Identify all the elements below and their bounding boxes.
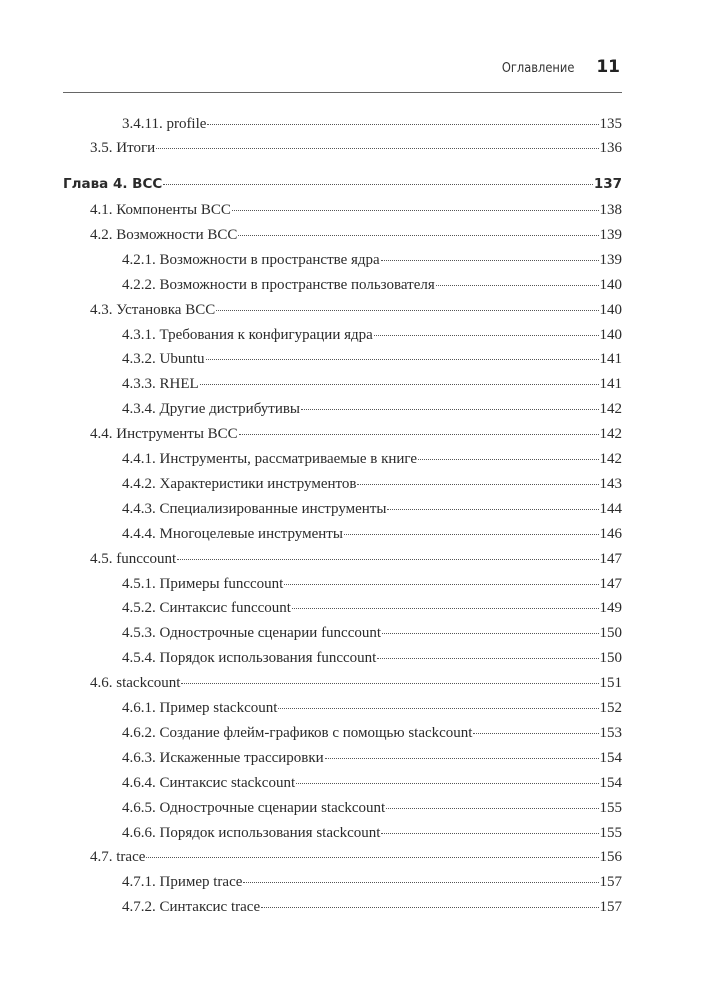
toc-entry-title: 4.3.3. RHEL xyxy=(122,376,199,393)
toc-entry-title: 4.6.4. Синтаксис stackcount xyxy=(122,774,296,791)
toc-entry-title: 4.2. Возможности BCC xyxy=(90,226,238,243)
toc-entry-title: 4.7. trace xyxy=(90,849,146,866)
toc-entry-page: 154 xyxy=(599,774,622,791)
toc-entry xyxy=(122,872,622,892)
toc-entry xyxy=(122,623,622,643)
dot-leader xyxy=(156,148,598,149)
toc-entry-page: 150 xyxy=(599,650,622,667)
toc-entry xyxy=(90,300,622,320)
dot-leader xyxy=(387,509,598,510)
dot-leader xyxy=(200,384,599,385)
toc-entry xyxy=(122,349,622,369)
toc-entry-title: 4.2.2. Возможности в пространстве пользователя xyxy=(122,276,435,293)
dot-leader xyxy=(381,260,599,261)
toc-entry xyxy=(122,897,622,917)
toc-entry xyxy=(122,499,622,519)
toc-entry-page: 155 xyxy=(599,799,622,816)
toc-entry-page: 151 xyxy=(599,675,622,692)
toc-entry-title: 4.2.1. Возможности в пространстве ядра xyxy=(122,251,380,268)
dot-leader xyxy=(284,584,598,585)
toc-entry-title: 4.5.4. Порядок использования funccount xyxy=(122,650,377,667)
toc-entry-page: 142 xyxy=(599,401,622,418)
toc-entry-page: 137 xyxy=(593,176,622,192)
dot-leader xyxy=(374,335,599,336)
dot-leader xyxy=(473,733,598,734)
toc-entry xyxy=(122,773,622,793)
toc-entry-page: 152 xyxy=(599,700,622,716)
toc-entry-title: 4.3.4. Другие дистрибутивы xyxy=(122,401,301,418)
toc-entry-title: 4.4.3. Специализированные инструменты xyxy=(122,500,387,517)
dot-leader xyxy=(301,409,598,410)
toc-chapter-entry xyxy=(63,174,622,194)
dot-leader xyxy=(382,633,598,634)
toc-entry-page: 155 xyxy=(599,824,622,841)
dot-leader xyxy=(344,534,599,535)
toc-entry-page: 135 xyxy=(599,116,622,132)
toc-entry xyxy=(122,598,622,618)
toc-entry-page: 141 xyxy=(599,351,622,368)
toc-entry-page: 157 xyxy=(599,874,622,891)
toc-entry xyxy=(90,424,622,444)
toc-entry xyxy=(90,225,622,245)
toc-entry xyxy=(122,574,622,594)
toc-entry-page: 142 xyxy=(599,426,622,443)
toc-entry xyxy=(90,847,622,867)
toc-entry-page: 144 xyxy=(599,500,622,517)
toc-entry xyxy=(122,399,622,419)
toc-entry xyxy=(122,374,622,394)
toc-entry-page: 141 xyxy=(599,376,622,393)
toc-entry-title: 4.4. Инструменты BCC xyxy=(90,426,238,443)
dot-leader xyxy=(238,235,598,236)
toc-entry xyxy=(90,138,622,158)
page-number: 11 xyxy=(596,57,620,77)
toc-entry-page: 143 xyxy=(599,475,622,492)
toc-entry-title: 4.3. Установка BCC xyxy=(90,301,216,318)
toc-entry-title: 3.4.11. profile xyxy=(122,116,207,132)
toc-entry xyxy=(122,698,622,718)
toc-entry xyxy=(122,275,622,295)
dot-leader xyxy=(278,708,598,709)
toc-entry-page: 154 xyxy=(599,749,622,766)
toc-entry xyxy=(90,549,622,569)
dot-leader xyxy=(296,783,598,784)
dot-leader xyxy=(325,758,599,759)
dot-leader xyxy=(436,285,599,286)
toc-entry-page: 147 xyxy=(599,550,622,567)
toc-entry-title: 4.6. stackcount xyxy=(90,675,181,692)
toc-entry-title: 4.7.2. Синтаксис trace xyxy=(122,899,261,916)
toc-entry-title: 4.3.2. Ubuntu xyxy=(122,351,205,368)
toc-entry-page: 142 xyxy=(599,451,622,467)
toc-entry-title: 4.3.1. Требования к конфигурации ядра xyxy=(122,326,373,343)
dot-leader xyxy=(206,359,599,360)
dot-leader xyxy=(381,833,598,834)
toc-entry xyxy=(90,200,622,220)
toc-entry-page: 150 xyxy=(599,625,622,642)
toc-entry xyxy=(122,474,622,494)
toc-entry-title: Глава 4. BCC xyxy=(63,176,163,192)
toc-entry xyxy=(122,114,622,134)
toc-entry-title: 4.6.5. Однострочные сценарии stackcount xyxy=(122,799,386,816)
toc-entry-page: 139 xyxy=(599,226,622,243)
toc-entry-title: 4.6.2. Создание флейм-графиков с помощью stackcount xyxy=(122,724,473,741)
toc-entry-page: 147 xyxy=(599,575,622,592)
toc-entry-title: 4.5.3. Однострочные сценарии funccount xyxy=(122,625,382,642)
dot-leader xyxy=(386,808,598,809)
toc-entry-title: 3.5. Итоги xyxy=(90,140,156,156)
toc-entry xyxy=(122,250,622,270)
toc-entry xyxy=(122,823,622,843)
dot-leader xyxy=(357,484,598,485)
toc-entry-title: 4.5.2. Синтаксис funccount xyxy=(122,600,291,617)
dot-leader xyxy=(261,907,598,908)
dot-leader xyxy=(163,184,593,185)
toc-entry-page: 153 xyxy=(599,724,622,741)
toc-entry xyxy=(122,723,622,743)
dot-leader xyxy=(216,310,598,311)
toc-entry-page: 157 xyxy=(599,899,622,916)
toc-entry-page: 140 xyxy=(599,276,622,293)
toc-entry-title: 4.7.1. Пример trace xyxy=(122,874,243,891)
dot-leader xyxy=(181,683,598,684)
toc-entry-title: 4.6.1. Пример stackcount xyxy=(122,700,278,716)
dot-leader xyxy=(177,559,598,560)
toc-entry-title: 4.6.6. Порядок использования stackcount xyxy=(122,824,381,841)
toc-entry-page: 136 xyxy=(599,140,622,156)
toc-entry-page: 146 xyxy=(599,525,622,542)
toc-entry-page: 140 xyxy=(599,301,622,318)
running-header xyxy=(63,58,622,93)
toc-entry xyxy=(122,648,622,668)
toc-entry-title: 4.4.1. Инструменты, рассматриваемые в книге xyxy=(122,451,418,467)
toc-entry-page: 140 xyxy=(599,326,622,343)
toc-entry xyxy=(122,798,622,818)
toc-entry xyxy=(122,748,622,768)
dot-leader xyxy=(207,124,598,125)
toc-entry-title: 4.5. funccount xyxy=(90,550,177,567)
toc-entry-title: 4.1. Компоненты BCC xyxy=(90,202,231,218)
dot-leader xyxy=(292,608,599,609)
toc-entry-title: 4.4.4. Многоцелевые инструменты xyxy=(122,525,343,542)
toc-entry-title: 4.5.1. Примеры funccount xyxy=(122,575,284,592)
toc-entry-page: 138 xyxy=(599,202,622,218)
dot-leader xyxy=(418,459,598,460)
toc-entry-title: 4.6.3. Искаженные трассировки xyxy=(122,749,324,766)
running-header-title: Оглавление xyxy=(501,60,574,76)
dot-leader xyxy=(377,658,598,659)
toc-entry-title: 4.4.2. Характеристики инструментов xyxy=(122,475,357,492)
toc-entry xyxy=(122,449,622,469)
toc-entry-page: 149 xyxy=(599,600,622,617)
dot-leader xyxy=(239,434,599,435)
toc-entry-page: 139 xyxy=(599,251,622,268)
dot-leader xyxy=(232,210,599,211)
toc-entry xyxy=(122,325,622,345)
toc-entry-page: 156 xyxy=(599,849,622,866)
toc-entry xyxy=(90,673,622,693)
toc-entry xyxy=(122,524,622,544)
dot-leader xyxy=(146,857,598,858)
dot-leader xyxy=(243,882,598,883)
